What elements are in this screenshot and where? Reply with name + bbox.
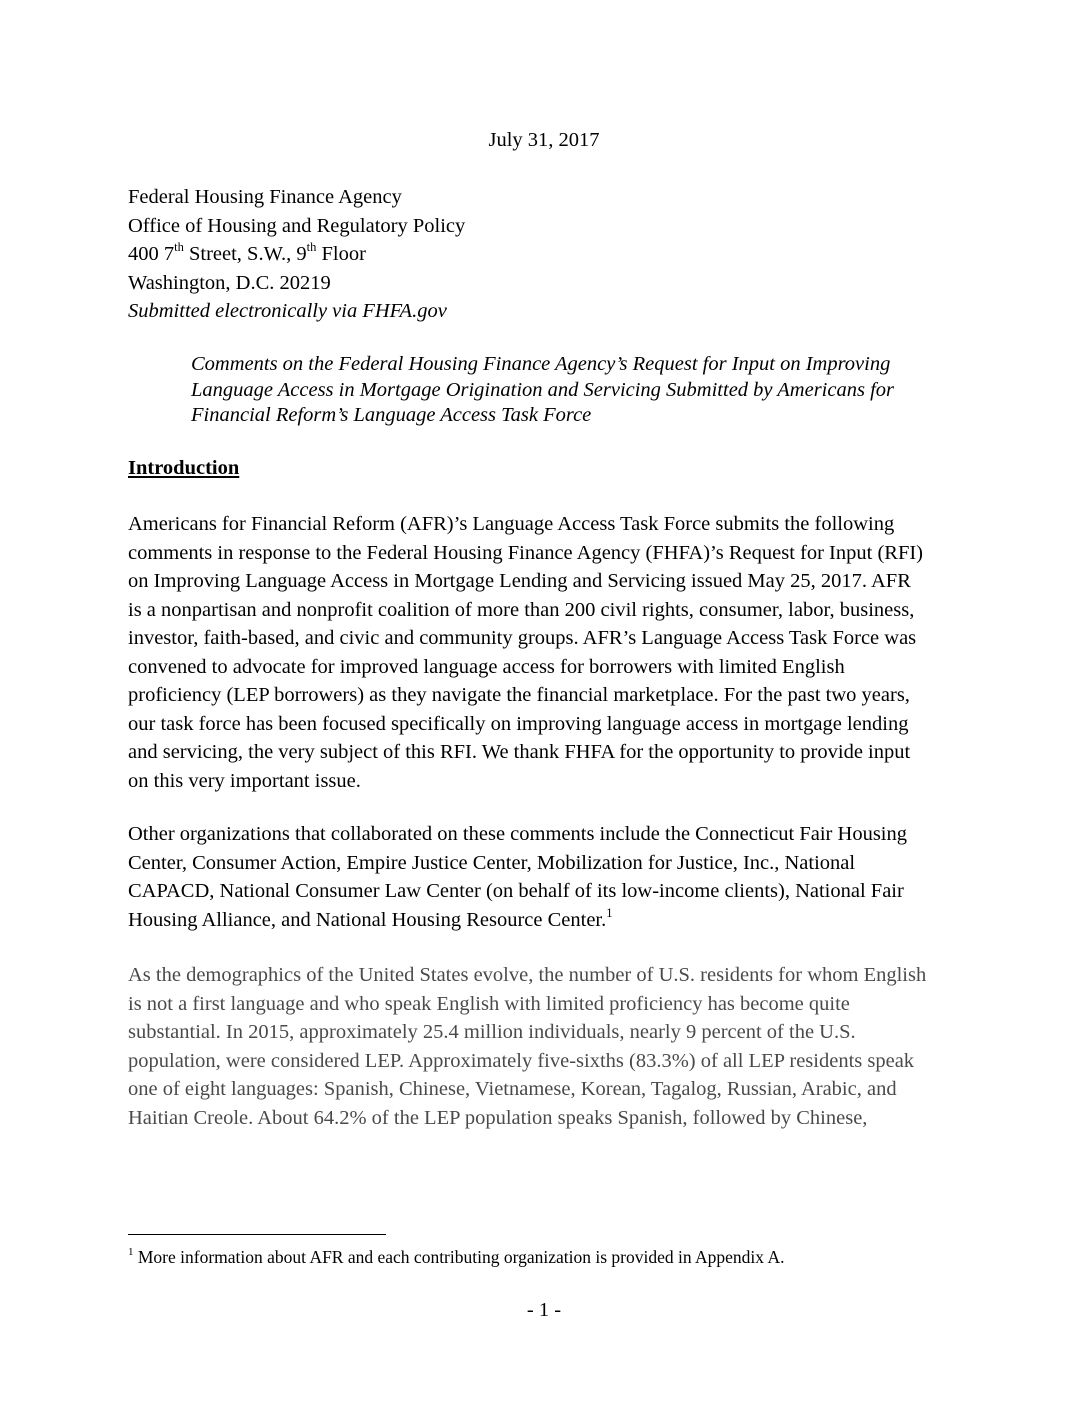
paragraph-demographics (128, 961, 926, 1132)
address-line-city: Washington, D.C. 20219 (128, 271, 331, 294)
address-line-office: Office of Housing and Regulatory Policy (128, 214, 466, 237)
recipient-address (128, 183, 465, 326)
paragraph-line: As the demographics of the United States evolve, the number of U.S. residents for whom English (128, 964, 927, 986)
paragraph-line: Haitian Creole. About 64.2% of the LEP population speaks Spanish, followed by Chinese, (128, 1106, 868, 1129)
paragraph-line: population, were considered LEP. Approximately five-sixths (83.3%) of all LEP residents speak (128, 1049, 915, 1072)
paragraph-line: our task force has been focused specifically on improving language access in mortgage lending (128, 712, 909, 735)
footnote-separator (128, 1234, 386, 1235)
ordinal-superscript: th (306, 240, 317, 255)
address-line-agency: Federal Housing Finance Agency (128, 186, 402, 208)
paragraph-line: comments in response to the Federal Housing Finance Agency (FHFA)’s Request for Input (RFI) (128, 541, 924, 564)
ordinal-superscript: th (174, 240, 184, 255)
paragraph-line: one of eight languages: Spanish, Chinese, Vietnamese, Korean, Tagalog, Russian, Arabic, and (128, 1078, 897, 1100)
paragraph-line: CAPACD, National Consumer Law Center (on behalf of its low-income clients), National Fair (128, 880, 904, 902)
paragraph-line: Americans for Financial Reform (AFR)’s Language Access Task Force submits the following (128, 513, 895, 535)
paragraph-line: Center, Consumer Action, Empire Justice Center, Mobilization for Justice, Inc., National (128, 851, 856, 874)
paragraph-collaborators (128, 820, 907, 934)
comment-title (191, 352, 971, 429)
submission-note: Submitted electronically via FHFA.gov (128, 300, 447, 323)
paragraph-line: on this very important issue. (128, 769, 361, 792)
paragraph-line: and servicing, the very subject of this RFI. We thank FHFA for the opportunity to provide input (128, 741, 911, 763)
comment-title-line: Comments on the Federal Housing Finance Agency’s Request for Input on Improving (191, 353, 891, 375)
paragraph-line: is not a first language and who speak English with limited proficiency has become quite (128, 992, 850, 1015)
paragraph-line: convened to advocate for improved language access for borrowers with limited English (128, 655, 845, 678)
paragraph-line: proficiency (LEP borrowers) as they navigate the financial marketplace. For the past two years, (128, 684, 910, 706)
comment-title-line: Language Access in Mortgage Origination and Servicing Submitted by Americans for (191, 378, 894, 401)
paragraph-line: is a nonpartisan and nonprofit coalition of more than 200 civil rights, consumer, labor, business, (128, 598, 915, 621)
paragraph-introduction (128, 510, 923, 795)
footnote-marker: 1 (128, 1246, 134, 1259)
section-heading-introduction: Introduction (128, 457, 240, 479)
paragraph-line: investor, faith-based, and civic and community groups. AFR’s Language Access Task Force was (128, 627, 917, 649)
page-number: - 1 - (526, 1299, 562, 1321)
paragraph-line: substantial. In 2015, approximately 25.4 million individuals, nearly 9 percent of the U.S. (128, 1021, 856, 1043)
footnote-reference[interactable]: 1 (606, 905, 613, 920)
comment-title-line: Financial Reform’s Language Access Task Force (191, 404, 592, 426)
letter-date: July 31, 2017 (488, 129, 600, 151)
paragraph-line: on Improving Language Access in Mortgage Lending and Servicing issued May 25, 2017. AFR (128, 570, 911, 592)
paragraph-line: Other organizations that collaborated on these comments include the Connecticut Fair Housing (128, 823, 907, 845)
footnote (128, 1245, 784, 1269)
footnote-text: More information about AFR and each contributing organization is provided in Appendix A. (133, 1247, 785, 1267)
address-line-street: 400 7th Street, S.W., 9th Floor (128, 240, 366, 266)
paragraph-line: Housing Alliance, and National Housing Resource Center.$^1$ (128, 905, 613, 931)
